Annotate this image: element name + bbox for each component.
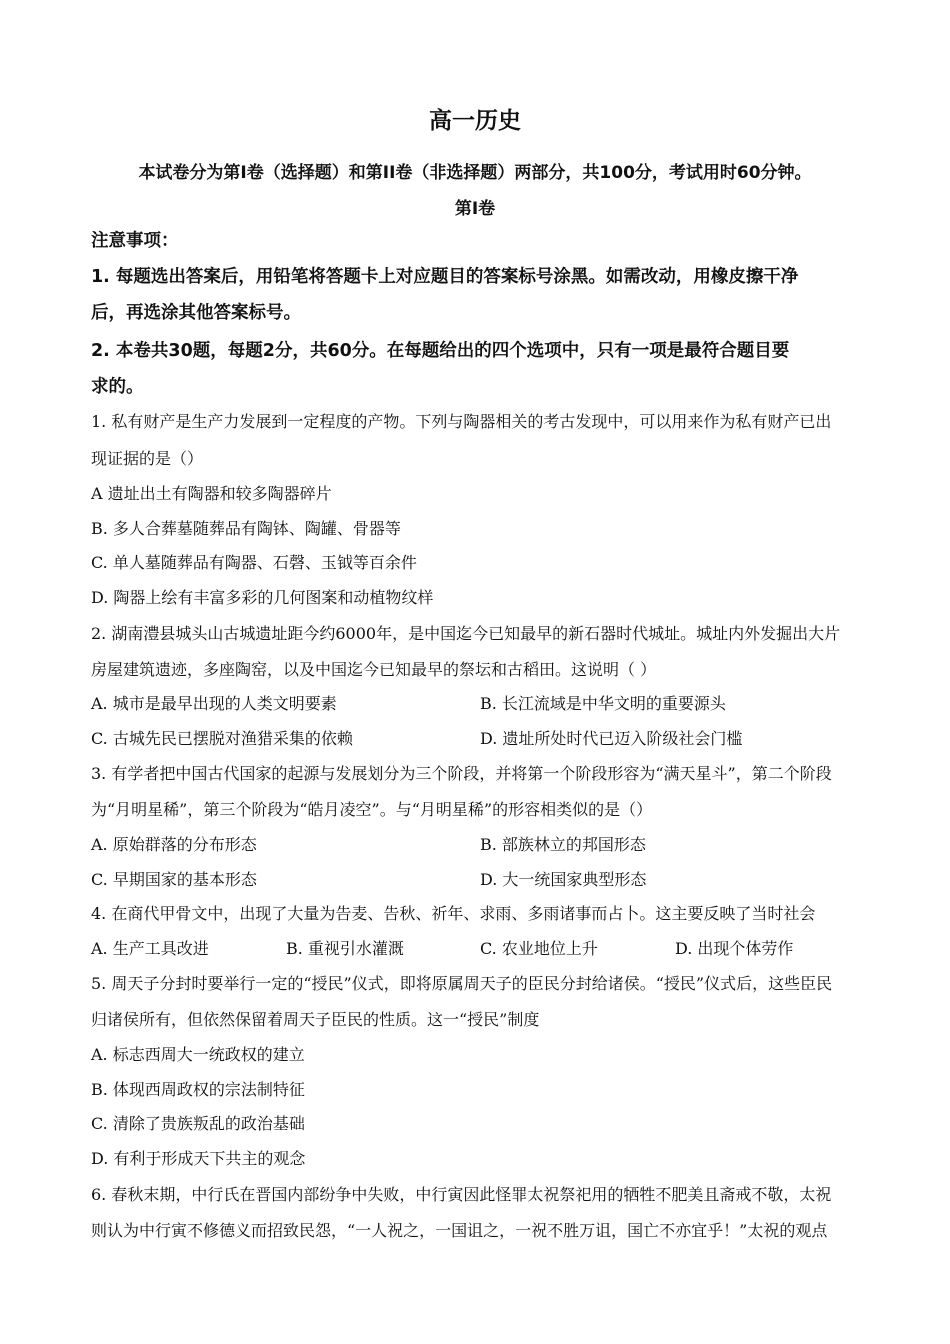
question-5-option-b: B. 体现西周政权的宗法制特征 — [91, 1080, 305, 1099]
notes-heading: 注意事项： — [91, 231, 179, 251]
question-3-option-d: D. 大一统国家典型形态 — [480, 870, 647, 889]
question-2-option-a: A. 城市是最早出现的人类文明要素 — [91, 694, 337, 713]
question-2-stem-line-2: 房屋建筑遗迹，多座陶窑，以及中国迄今已知最早的祭坛和古稻田。这说明（ ） — [91, 660, 657, 679]
note-1-line-1: 1. 每题选出答案后，用铅笔将答题卡上对应题目的答案标号涂黑。如需改动，用橡皮擦干净 — [91, 267, 799, 287]
question-3-option-c: C. 早期国家的基本形态 — [91, 870, 257, 889]
question-5-option-a: A. 标志西周大一统政权的建立 — [91, 1045, 305, 1064]
question-4-option-c: C. 农业地位上升 — [480, 939, 598, 958]
question-2-option-c: C. 古城先民已摆脱对渔猎采集的依赖 — [91, 729, 353, 748]
question-1-option-b: B. 多人合葬墓随葬品有陶钵、陶罐、骨器等 — [91, 519, 401, 538]
question-1-stem-line-1: 1. 私有财产是生产力发展到一定程度的产物。下列与陶器相关的考古发现中，可以用来作为私有财产已出 — [91, 412, 832, 431]
question-4-option-d: D. 出现个体劳作 — [675, 939, 794, 958]
question-5-option-c: C. 清除了贵族叛乱的政治基础 — [91, 1114, 305, 1133]
part-title: 第I卷 — [454, 199, 496, 219]
question-2-option-d: D. 遗址所处时代已迈入阶级社会门槛 — [480, 729, 743, 748]
question-1-stem-line-2: 现证据的是（） — [91, 449, 204, 468]
question-2-stem-line-1: 2. 湖南澧县城头山古城遗址距今约6000年，是中国迄今已知最早的新石器时代城址。城址内外发掘出大片 — [91, 624, 841, 643]
question-1-option-a: A 遗址出土有陶器和较多陶器碎片 — [91, 484, 332, 503]
question-4-option-a: A. 生产工具改进 — [91, 939, 209, 958]
question-1-option-d: D. 陶器上绘有丰富多彩的几何图案和动植物纹样 — [91, 588, 434, 607]
question-1-option-c: C. 单人墓随葬品有陶器、石磬、玉钺等百余件 — [91, 553, 417, 572]
page-title: 高一历史 — [429, 108, 521, 134]
note-2-line-2: 求的。 — [91, 377, 144, 397]
note-1-line-2: 后，再选涂其他答案标号。 — [91, 303, 301, 323]
question-4-stem-line-1: 4. 在商代甲骨文中，出现了大量为告麦、告秋、祈年、求雨、多雨诸事而占卜。这主要反映了当时社会 — [91, 904, 816, 923]
exam-intro: 本试卷分为第I卷（选择题）和第II卷（非选择题）两部分，共100分，考试用时60分钟。 — [138, 163, 812, 183]
question-4-option-b: B. 重视引水灌溉 — [286, 939, 404, 958]
question-3-option-a: A. 原始群落的分布形态 — [91, 835, 257, 854]
question-6-stem-line-1: 6. 春秋末期，中行氏在晋国内部纷争中失败，中行寅因此怪罪太祝祭祀用的牺牲不肥美且斋戒不敬，太祝 — [91, 1185, 832, 1204]
question-2-option-b: B. 长江流域是中华文明的重要源头 — [480, 694, 726, 713]
question-5-stem-line-2: 归诸侯所有，但依然保留着周天子臣民的性质。这一“授民”制度 — [91, 1010, 540, 1029]
question-3-stem-line-1: 3. 有学者把中国古代国家的起源与发展划分为三个阶段，并将第一个阶段形容为“满天星斗”，第二个阶段 — [91, 764, 832, 783]
note-2-line-1: 2. 本卷共30题，每题2分，共60分。在每题给出的四个选项中，只有一项是最符合题目要 — [91, 341, 790, 361]
question-3-stem-line-2: 为“月明星稀”，第三个阶段为“皓月凌空”。与“月明星稀”的形容相类似的是（） — [91, 800, 653, 819]
question-3-option-b: B. 部族林立的邦国形态 — [480, 835, 646, 854]
question-6-stem-line-2: 则认为中行寅不修德义而招致民怨，“一人祝之，一国诅之，一祝不胜万诅，国亡不亦宜乎！”太祝的观点 — [91, 1221, 828, 1240]
question-5-option-d: D. 有利于形成天下共主的观念 — [91, 1149, 306, 1168]
question-5-stem-line-1: 5. 周天子分封时要举行一定的“授民”仪式，即将原属周天子的臣民分封给诸侯。“授民”仪式后，这些臣民 — [91, 974, 833, 993]
